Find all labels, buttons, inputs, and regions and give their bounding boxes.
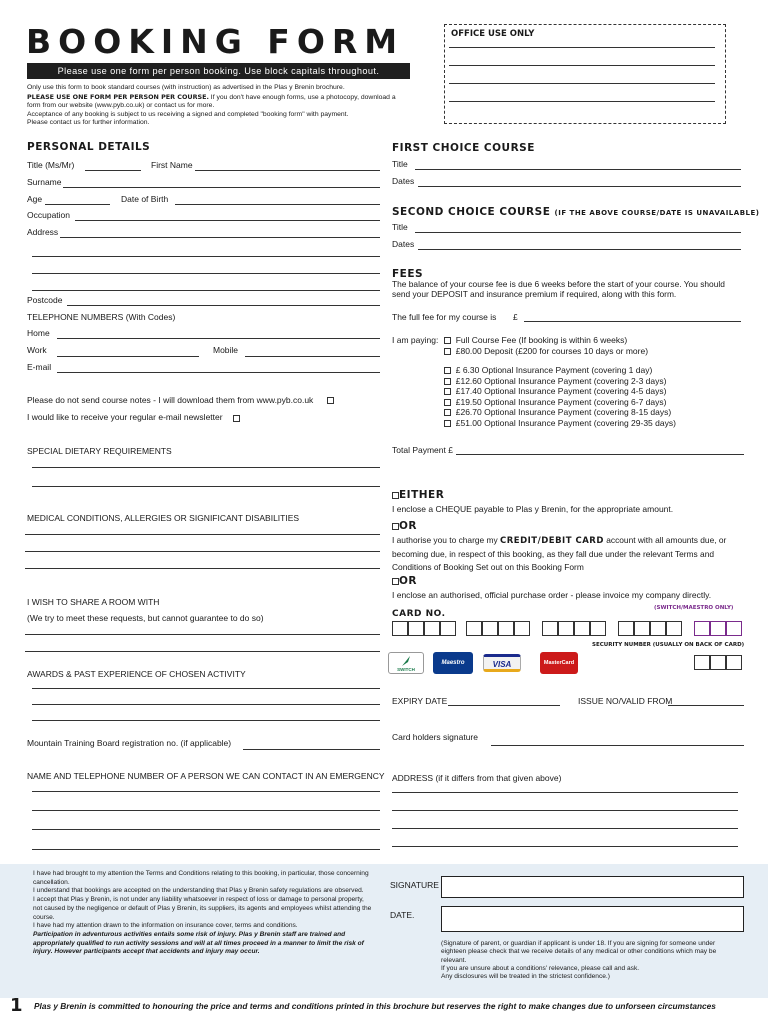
second-choice-title-label: Title: [392, 222, 408, 232]
card-text-post: account with all amounts due, or becoming due, in respect of this booking, as they fall due under the relevant Terms and Conditions of Booking Set out on this Booking Form: [392, 535, 727, 572]
intro-emphasis: PLEASE USE ONE FORM PER PERSON PER COURSE.: [27, 92, 209, 101]
medical-label: MEDICAL CONDITIONS, ALLERGIES OR SIGNIFICANT DISABILITIES: [27, 513, 300, 523]
address-field[interactable]: [32, 290, 380, 291]
card-signature-label: Card holders signature: [392, 732, 478, 742]
payment-option-label: £51.00 Optional Insurance Payment (covering 29-35 days): [455, 417, 676, 428]
address-label: Address: [27, 227, 59, 237]
medical-field[interactable]: [25, 551, 380, 552]
work-label: Work: [27, 345, 47, 355]
payment-option-checkbox[interactable]: [444, 378, 451, 385]
payment-option[interactable]: [444, 376, 676, 387]
risk-warning: Participation in adventurous activities entails some risk of injury. Plas y Brenin staff are trained and appropriately qualified to run activity sessions and will at all times proceed in a manner to limit the risk of injury. However participants accept that accidents and injury may occur.: [33, 930, 364, 956]
either-option[interactable]: [392, 489, 444, 501]
mobile-label: Mobile: [213, 345, 239, 355]
fees-heading: FEES: [392, 268, 424, 280]
payment-option-checkbox[interactable]: [444, 420, 451, 427]
terms-line: I have had my attention drawn to the information on insurance cover, terms and conditions.: [33, 922, 298, 930]
office-line[interactable]: [449, 65, 715, 66]
card-digit-box[interactable]: [514, 621, 530, 636]
card-address-field[interactable]: [392, 846, 738, 847]
card-digit-box[interactable]: [634, 621, 650, 636]
visa-logo: VISA: [483, 654, 521, 672]
terms-line: I understand that bookings are accepted on the understanding that Plas y Brenin safety regulations are observed.: [33, 887, 364, 895]
awards-field[interactable]: [32, 720, 380, 721]
home-label: Home: [27, 328, 50, 338]
home-phone-field[interactable]: [57, 338, 380, 339]
payment-option-checkbox[interactable]: [444, 348, 451, 355]
first-choice-dates-field[interactable]: [418, 186, 741, 187]
personal-details-heading: PERSONAL DETAILS: [27, 141, 151, 153]
first-choice-heading: FIRST CHOICE COURSE: [392, 142, 535, 154]
occupation-field[interactable]: [75, 220, 380, 221]
purchase-order-text: I enclose an authorised, official purchase order - please invoice my company directly.: [392, 590, 712, 600]
guardian-note: [441, 940, 741, 981]
payment-option-label: £17.40 Optional Insurance Payment (covering 4-5 days): [455, 386, 667, 396]
issue-digit-box[interactable]: [726, 621, 742, 636]
or-label: OR: [399, 520, 418, 532]
signature-field[interactable]: [441, 876, 744, 898]
title-label: Title (Ms/Mr): [27, 160, 75, 170]
card-digit-box[interactable]: [440, 621, 456, 636]
course-notes-checkbox[interactable]: [327, 397, 334, 404]
title-field[interactable]: [85, 170, 141, 171]
postcode-label: Postcode: [27, 295, 63, 305]
payment-option-label: £80.00 Deposit (£200 for courses 10 days or more): [455, 345, 649, 356]
surname-field[interactable]: [63, 187, 380, 188]
intro-line-3: Acceptance of any booking is subject to us receiving a signed and completed "booking form" with payment.: [27, 110, 349, 118]
intro-line-1: Only use this form to book standard courses (with instruction) as advertised in the Plas y Brenin brochure.: [27, 84, 345, 91]
dietary-field[interactable]: [32, 486, 380, 487]
payment-option[interactable]: [444, 418, 676, 429]
footer-text: Plas y Brenin is committed to honouring the price and terms and conditions printed in this brochure but reserves the right to make changes due to unforseen circumstances: [34, 1001, 716, 1011]
newsletter-checkbox[interactable]: [233, 415, 240, 422]
dob-field[interactable]: [175, 204, 380, 205]
total-payment-field[interactable]: [456, 454, 744, 455]
payment-option[interactable]: [444, 346, 676, 357]
card-digit-box[interactable]: [574, 621, 590, 636]
age-field[interactable]: [45, 204, 110, 205]
maestro-logo: Maestro: [433, 652, 473, 674]
address-field[interactable]: [60, 237, 380, 238]
guardian-note-line: If you are unsure about a conditions' relevance, please call and ask.: [441, 964, 640, 972]
mobile-phone-field[interactable]: [245, 356, 380, 357]
card-digit-box[interactable]: [590, 621, 606, 636]
mtb-field[interactable]: [243, 749, 380, 750]
order-checkbox[interactable]: [392, 578, 399, 585]
card-address-field[interactable]: [392, 828, 738, 829]
card-digit-box[interactable]: [542, 621, 558, 636]
address-field[interactable]: [32, 273, 380, 274]
intro-line-2: If you don't have enough forms, use a photocopy, download a form from our website (www.pyb.co.uk) or contact us for more.: [27, 93, 396, 110]
payment-option-label: £12.60 Optional Insurance Payment (covering 2-3 days): [455, 375, 667, 386]
card-number-label: CARD NO.: [392, 609, 446, 619]
full-fee-currency: £: [513, 312, 518, 322]
occupation-label: Occupation: [27, 210, 70, 220]
expiry-field[interactable]: [448, 705, 560, 706]
page-title: BOOKING FORM: [26, 22, 405, 61]
card-digit-box[interactable]: [392, 621, 408, 636]
newsletter-label: I would like to receive your regular e-mail newsletter: [27, 412, 223, 422]
payment-option[interactable]: [444, 397, 676, 408]
terms-line: I accept that Plas y Brenin, is not under any liability whatsoever in respect of loss or damage to personal property, not caused by the negligence or default of Plas y Brenin, its suppliers, its agents and employees whilst attending the course.: [33, 896, 372, 921]
full-fee-label: The full fee for my course is: [392, 312, 497, 322]
date-label: DATE.: [390, 910, 415, 920]
payment-option[interactable]: [444, 335, 676, 346]
second-choice-title-field[interactable]: [415, 232, 741, 233]
medical-field[interactable]: [25, 534, 380, 535]
fees-text: The balance of your course fee is due 6 weeks before the start of your course. You should send your DEPOSIT and insurance premium if required, along with this form.: [392, 279, 725, 299]
mastercard-logo: MasterCard: [540, 652, 578, 674]
guardian-note-line: Any disclosures will be treated in the strictest confidence.): [441, 973, 610, 981]
date-field[interactable]: [441, 906, 744, 932]
paying-label: I am paying:: [392, 335, 439, 345]
terms-line: I have had brought to my attention the Terms and Conditions relating to this booking, in particular, those concerning cancellation.: [33, 870, 369, 886]
either-checkbox[interactable]: [392, 492, 399, 499]
work-phone-field[interactable]: [57, 356, 199, 357]
first-choice-title-field[interactable]: [415, 169, 741, 170]
second-choice-heading: [392, 206, 759, 218]
intro-line-4: Please contact us for further information.: [27, 119, 150, 127]
office-use-label: OFFICE USE ONLY: [451, 29, 535, 39]
share-room-field[interactable]: [25, 651, 380, 652]
payment-option-label: Full Course Fee (If booking is within 6 weeks): [455, 335, 628, 345]
card-digit-box[interactable]: [482, 621, 498, 636]
instruction-banner: Please use one form per person booking. Use block capitals throughout.: [27, 63, 410, 79]
office-line[interactable]: [449, 83, 715, 84]
emergency-field[interactable]: [32, 849, 380, 850]
switch-maestro-note: (SWITCH/MAESTRO ONLY): [654, 605, 734, 611]
card-checkbox[interactable]: [392, 523, 399, 530]
either-label: EITHER: [399, 489, 445, 501]
age-label: Age: [27, 194, 43, 204]
security-number-label: SECURITY NUMBER (USUALLY ON BACK OF CARD): [592, 642, 745, 648]
second-choice-dates-label: Dates: [392, 239, 415, 249]
course-notes-label: Please do not send course notes - I will download them from www.pyb.co.uk: [27, 395, 314, 405]
second-choice-title: SECOND CHOICE COURSE: [392, 206, 551, 218]
issue-digit-box[interactable]: [710, 621, 726, 636]
card-digit-box[interactable]: [558, 621, 574, 636]
card-authorisation: [392, 534, 742, 573]
issue-label: ISSUE NO/VALID FROM: [578, 696, 673, 706]
card-digit-box[interactable]: [650, 621, 666, 636]
second-choice-note: (IF THE ABOVE COURSE/DATE IS UNAVAILABLE): [554, 209, 760, 217]
card-digit-box[interactable]: [466, 621, 482, 636]
payment-option[interactable]: [444, 407, 676, 418]
switch-logo: [388, 652, 424, 674]
card-digit-box[interactable]: [618, 621, 634, 636]
or-label: OR: [399, 575, 418, 587]
page-number: 1: [10, 995, 23, 1016]
card-address-field[interactable]: [392, 792, 738, 793]
payment-option[interactable]: [444, 386, 676, 397]
emergency-field[interactable]: [32, 791, 380, 792]
office-use-box: [444, 24, 726, 124]
emergency-label: NAME AND TELEPHONE NUMBER OF A PERSON WE CAN CONTACT IN AN EMERGENCY: [27, 771, 385, 781]
mtb-label: Mountain Training Board registration no. (if applicable): [27, 738, 232, 748]
intro-text: [27, 84, 407, 128]
card-digit-box[interactable]: [424, 621, 440, 636]
card-text-pre: I authorise you to charge my: [392, 535, 500, 545]
issue-field[interactable]: [668, 705, 744, 706]
security-digit-box[interactable]: [710, 655, 726, 670]
emergency-field[interactable]: [32, 829, 380, 830]
first-choice-title-label: Title: [392, 159, 408, 169]
email-field[interactable]: [57, 372, 380, 373]
first-name-field[interactable]: [195, 170, 380, 171]
total-payment-label: Total Payment £: [392, 445, 453, 455]
awards-label: AWARDS & PAST EXPERIENCE OF CHOSEN ACTIVITY: [27, 669, 246, 679]
first-choice-dates-label: Dates: [392, 176, 415, 186]
guardian-note-line: (Signature of parent, or guardian if applicant is under 18. If you are signing for someone under eighteen please check that we receive details of any medical or other conditions which may be relevant.: [441, 940, 717, 964]
security-digit-box[interactable]: [726, 655, 742, 670]
card-signature-field[interactable]: [491, 745, 744, 746]
card-text-emph: CREDIT/DEBIT CARD: [500, 536, 604, 546]
awards-field[interactable]: [32, 704, 380, 705]
payment-option-label: £26.70 Optional Insurance Payment (covering 8-15 days): [455, 407, 672, 417]
or-option-order[interactable]: [392, 575, 417, 587]
issue-digit-box[interactable]: [694, 621, 710, 636]
email-label: E-mail: [27, 362, 52, 372]
expiry-label: EXPIRY DATE: [392, 696, 448, 706]
card-address-field[interactable]: [392, 810, 738, 811]
dob-label: Date of Birth: [121, 194, 169, 204]
payment-option-checkbox[interactable]: [444, 409, 451, 416]
awards-field[interactable]: [32, 688, 380, 689]
card-address-label: ADDRESS (if it differs from that given above): [392, 773, 562, 783]
terms-text: [33, 870, 373, 957]
payment-option-label: £ 6.30 Optional Insurance Payment (covering 1 day): [455, 365, 653, 375]
address-field[interactable]: [32, 256, 380, 257]
share-room-field[interactable]: [25, 634, 380, 635]
card-digit-box[interactable]: [408, 621, 424, 636]
share-room-note: (We try to meet these requests, but cannot guarantee to do so): [27, 613, 264, 623]
share-room-label: I WISH TO SHARE A ROOM WITH: [27, 597, 160, 607]
postcode-field[interactable]: [67, 305, 380, 306]
office-line[interactable]: [449, 101, 715, 102]
medical-field[interactable]: [25, 568, 380, 569]
telephone-label: TELEPHONE NUMBERS (With Codes): [27, 312, 176, 322]
payment-option-checkbox[interactable]: [444, 388, 451, 395]
switch-icon: [398, 654, 414, 668]
payment-option-checkbox[interactable]: [444, 367, 451, 374]
security-digit-box[interactable]: [694, 655, 710, 670]
signature-label: SIGNATURE: [390, 880, 439, 890]
emergency-field[interactable]: [32, 810, 380, 811]
first-name-label: First Name: [151, 160, 193, 170]
payment-option[interactable]: [444, 365, 676, 376]
office-line[interactable]: [449, 47, 715, 48]
cheque-text: I enclose a CHEQUE payable to Plas y Brenin, for the appropriate amount.: [392, 504, 674, 514]
dietary-label: SPECIAL DIETARY REQUIREMENTS: [27, 446, 172, 456]
payment-option-checkbox[interactable]: [444, 337, 451, 344]
card-digit-box[interactable]: [666, 621, 682, 636]
payment-options: [444, 335, 676, 428]
full-fee-field[interactable]: [524, 321, 741, 322]
card-digit-box[interactable]: [498, 621, 514, 636]
switch-logo-text: SWITCH: [397, 667, 415, 672]
or-option-card[interactable]: [392, 520, 417, 532]
surname-label: Surname: [27, 177, 62, 187]
payment-option-checkbox[interactable]: [444, 399, 451, 406]
second-choice-dates-field[interactable]: [418, 249, 741, 250]
payment-option-label: £19.50 Optional Insurance Payment (covering 6-7 days): [455, 396, 667, 407]
dietary-field[interactable]: [32, 467, 380, 468]
